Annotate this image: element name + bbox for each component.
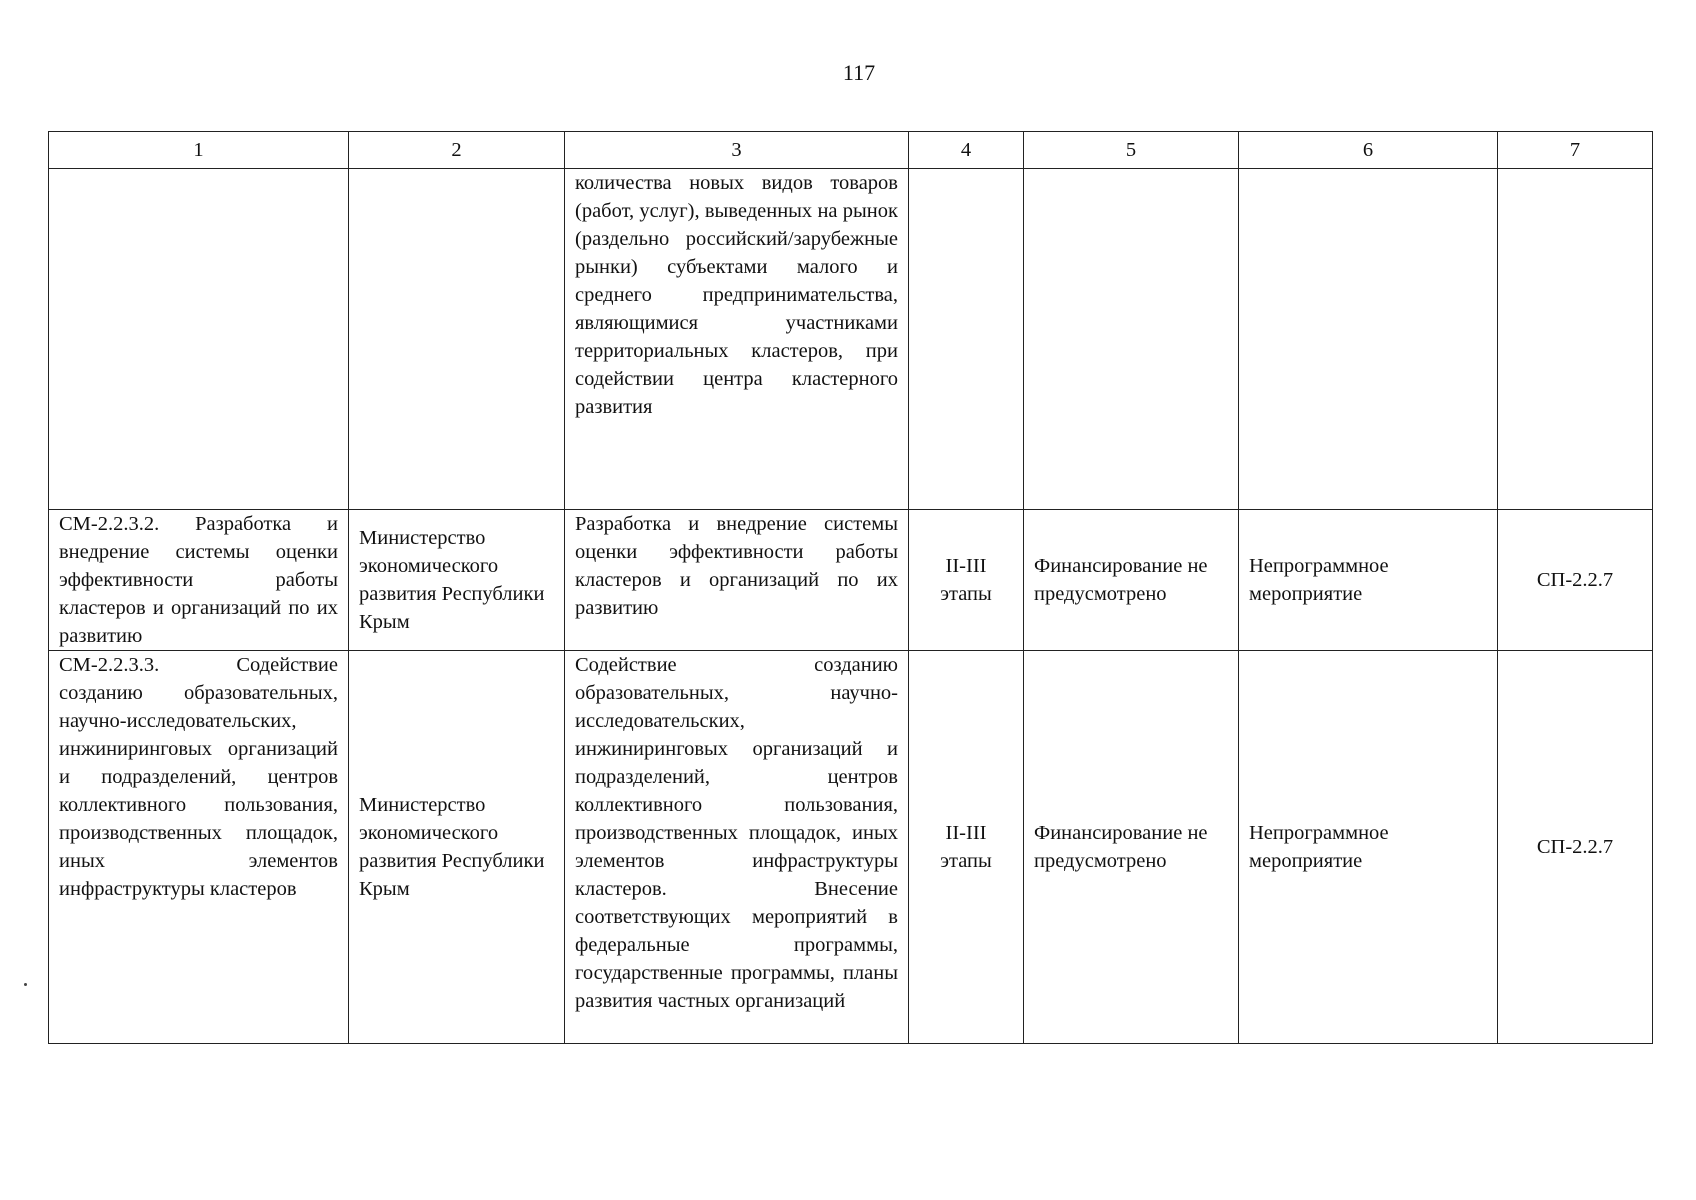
code-cell	[1498, 169, 1653, 510]
scan-speck	[24, 983, 27, 986]
column-header: 1	[49, 132, 349, 169]
financing-cell	[1024, 169, 1239, 510]
program-cell: Непрограммное мероприятие	[1239, 651, 1498, 1044]
column-header: 3	[565, 132, 909, 169]
stages-cell: II-III этапы	[909, 651, 1024, 1044]
column-header: 2	[349, 132, 565, 169]
executor-cell: Министерство экономического развития Республики Крым	[349, 651, 565, 1044]
executor-cell: Министерство экономического развития Республики Крым	[349, 510, 565, 651]
program-cell	[1239, 169, 1498, 510]
column-header: 4	[909, 132, 1024, 169]
table-header-row	[49, 132, 1653, 169]
description-cell: Разработка и внедрение системы оценки эффективности работы кластеров и организаций по их развитию	[565, 510, 909, 651]
measure-cell	[49, 169, 349, 510]
column-header: 5	[1024, 132, 1239, 169]
measure-cell: СМ-2.2.3.2. Разработка и внедрение системы оценки эффективности работы кластеров и организаций по их развитию	[49, 510, 349, 651]
description-cell: количества новых видов товаров (работ, услуг), выведенных на рынок (раздельно российский/зарубежные рынки) субъектами малого и среднего предпринимательства, являющимися участниками территориальных кластеров, при содействии центра кластерного развития	[565, 169, 909, 510]
code-cell: СП-2.2.7	[1498, 651, 1653, 1044]
column-header: 7	[1498, 132, 1653, 169]
page-number: 117	[842, 60, 876, 85]
financing-cell: Финансирование не предусмотрено	[1024, 651, 1239, 1044]
stages-cell	[909, 169, 1024, 510]
stages-cell: II-III этапы	[909, 510, 1024, 651]
description-cell: Содействие созданию образовательных, научно-исследовательских, инжиниринговых организаций и подразделений, центров коллективного пользования, производственных площадок, иных элементов инфраструктуры кластеров. Внесение соответствующих мероприятий в федеральные программы, государственные программы, планы развития частных организаций	[565, 651, 909, 1044]
table-row	[49, 169, 1653, 510]
table-row	[49, 651, 1653, 1044]
measure-cell: СМ-2.2.3.3. Содействие созданию образовательных, научно-исследовательских, инжиниринговых организаций и подразделений, центров коллективного пользования, производственных площадок, иных элементов инфраструктуры кластеров	[49, 651, 349, 1044]
measures-table	[48, 131, 1653, 1044]
code-cell: СП-2.2.7	[1498, 510, 1653, 651]
table-row	[49, 510, 1653, 651]
program-cell: Непрограммное мероприятие	[1239, 510, 1498, 651]
column-header: 6	[1239, 132, 1498, 169]
executor-cell	[349, 169, 565, 510]
financing-cell: Финансирование не предусмотрено	[1024, 510, 1239, 651]
